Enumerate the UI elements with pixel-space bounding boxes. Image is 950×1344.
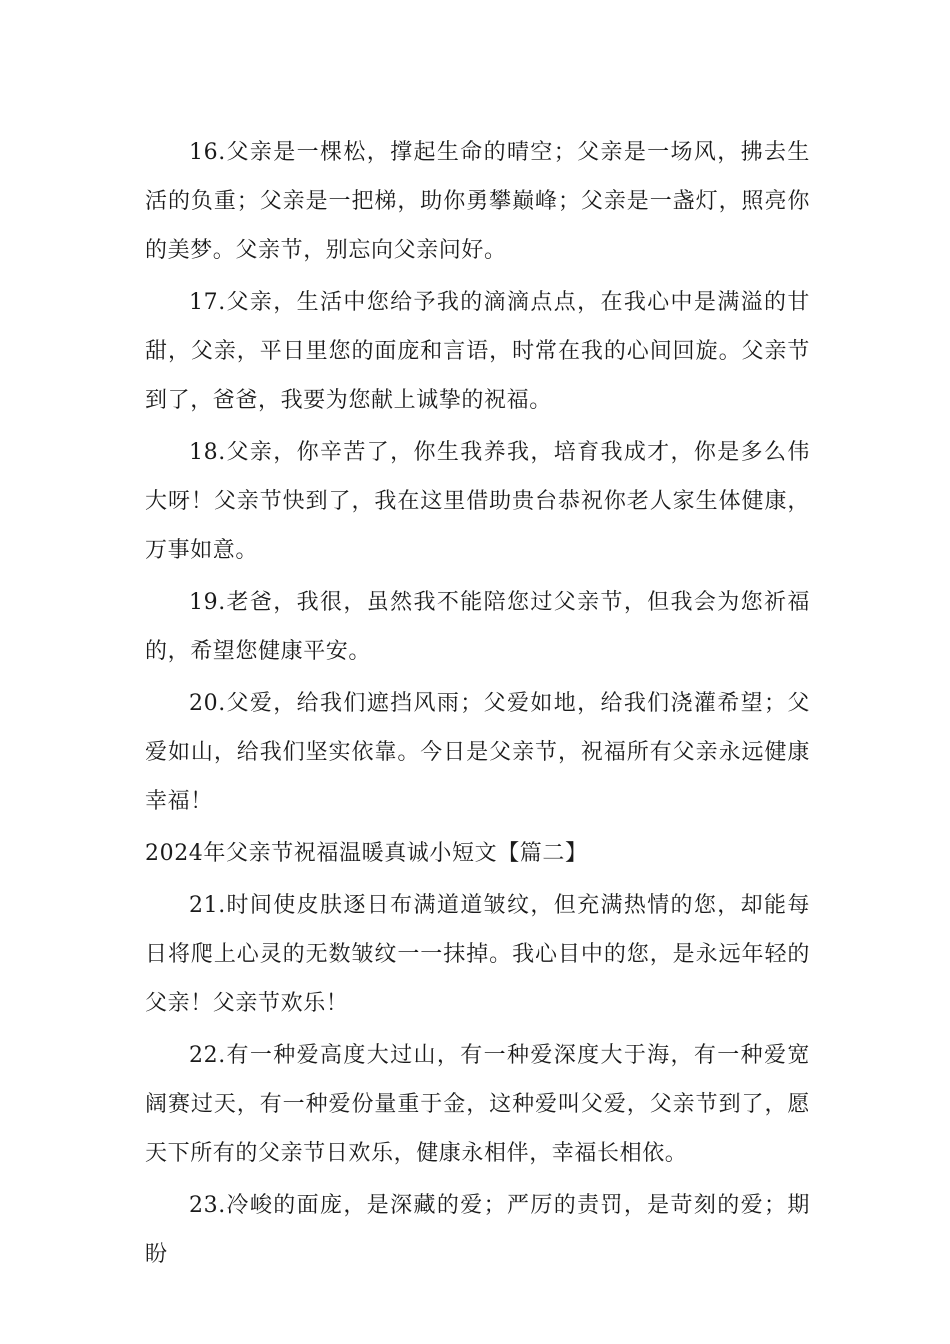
- document-page: [145, 128, 810, 1282]
- paragraph-20: 20.父爱，给我们遮挡风雨；父爱如地，给我们浇灌希望；父爱如山，给我们坚实依靠。今日是父亲节，祝福所有父亲永远健康幸福！: [145, 691, 810, 814]
- paragraph-21: 21.时间使皮肤逐日布满道道皱纹，但充满热情的您，却能每日将爬上心灵的无数皱纹一一抹掉。我心目中的您，是永远年轻的父亲！父亲节欢乐！: [145, 893, 810, 1016]
- paragraph-19: 19.老爸，我很，虽然我不能陪您过父亲节，但我会为您祈福的，希望您健康平安。: [145, 590, 810, 664]
- section-heading: 2024年父亲节祝福温暖真诚小短文【篇二】: [145, 841, 588, 866]
- paragraph-23: 23.冷峻的面庞，是深藏的爱；严厉的责罚，是苛刻的爱；期盼: [145, 1193, 810, 1267]
- paragraph-16: 16.父亲是一棵松，撑起生命的晴空；父亲是一场风，拂去生活的负重；父亲是一把梯，助你勇攀巅峰；父亲是一盏灯，照亮你的美梦。父亲节，别忘向父亲问好。: [145, 140, 810, 263]
- paragraph-22: 22.有一种爱高度大过山，有一种爱深度大于海，有一种爱宽阔赛过天，有一种爱份量重于金，这种爱叫父爱，父亲节到了，愿天下所有的父亲节日欢乐，健康永相伴，幸福长相依。: [145, 1043, 810, 1166]
- paragraph-17: 17.父亲，生活中您给予我的滴滴点点，在我心中是满溢的甘甜，父亲，平日里您的面庞和言语，时常在我的心间回旋。父亲节到了，爸爸，我要为您献上诚挚的祝福。: [145, 290, 810, 413]
- paragraph-18: 18.父亲，你辛苦了，你生我养我，培育我成才，你是多么伟大呀！父亲节快到了，我在这里借助贵台恭祝你老人家生体健康，万事如意。: [145, 440, 810, 563]
